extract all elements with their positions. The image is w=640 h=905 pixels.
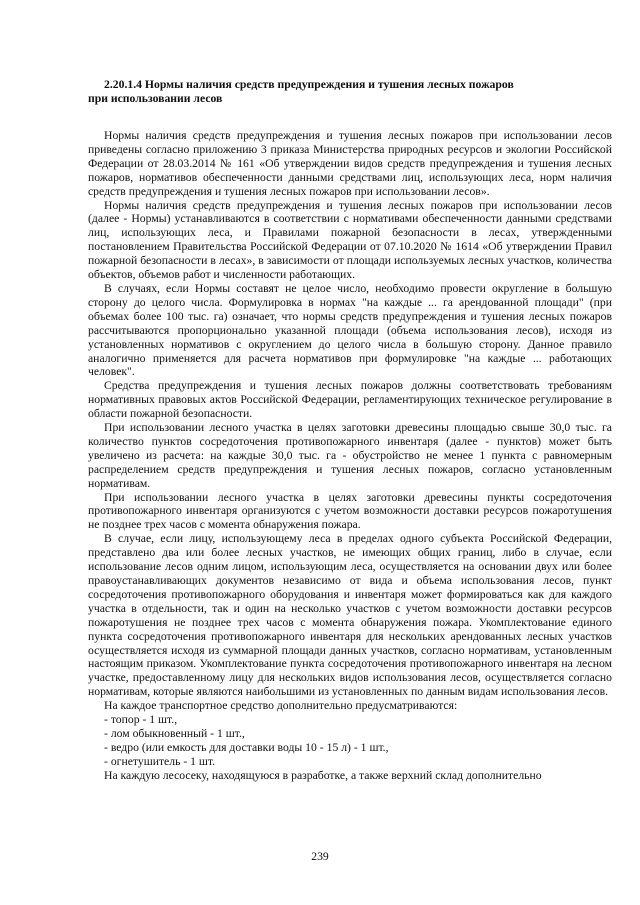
paragraph: На каждое транспортное средство дополнительно предусматриваются: xyxy=(104,699,458,713)
paragraph: При использовании лесного участка в целях заготовки древесины площадью свыше 30,0 тыс. га количество пунктов сосредоточения противопожарного инвентаря (далее - пунктов) может быть увеличено из расчета: на каждые 30,0 тыс. га - обустройство не менее 1 пункта с равномерным распределением средств предупреждения и тушения лесных пожаров, согласно установленным нормативам. xyxy=(88,421,612,490)
paragraph: В случаях, если Нормы составят не целое число, необходимо провести округление в большую сторону до целого числа. Формулировка в нормах "на каждые ... га арендованной площади" (при объемах более 100 тыс. га) означает, что нормы средств предупреждения и тушения лесных пожаров рассчитываются пропорционально указанной площади (объема использования лесов), исходя из установленных нормативов с округлением до целого числа в большую сторону. Данное правило аналогично применяется для расчета нормативов при формулировке "на каждые ... работающих человек". xyxy=(88,281,612,379)
paragraph: В случае, если лицу, использующему леса в пределах одного субъекта Российской Федерации, представлено два или более лесных участков, не имеющих общих границ, либо в случае, если использование лесов одним лицом, использующим леса, осуществляется на основании двух или более правоустанавливающих документов независимо от вида и объема использования лесов, пункт сосредоточения противопожарного оборудования и инвентаря может формироваться как для каждого участка в отдельности, так и один на несколько участков с учетом возможности доставки ресурсов пожаротушения не позднее трех часов с момента обнаружения пожара. Укомплектование единого пункта сосредоточения противопожарного инвентаря для нескольких арендованных лесных участков осуществляется исходя из суммарной площади данных участков, согласно нормативам, установленным настоящим приказом. Укомплектование пункта сосредоточения противопожарного инвентаря на лесном участке, предоставленному лицу для нескольких видов использования лесов, осуществляется согласно нормативам, которые являются наибольшими из установленных по данным видам использования лесов. xyxy=(88,532,612,699)
paragraph: Нормы наличия средств предупреждения и тушения лесных пожаров при использовании лесов (далее - Нормы) устанавливаются в соответствии с нормативами обеспеченности данными средствами лиц, использующих леса, и Правилами пожарной безопасности в лесах, утвержденными постановлением Правительства Российской Федерации от 07.10.2020 № 1614 «Об утверждении Правил пожарной безопасности в лесах», в зависимости от площади используемых лесных участков, количества объектов, объемов работ и численности работающих. xyxy=(88,198,612,282)
paragraph: При использовании лесного участка в целях заготовки древесины пункты сосредоточения противопожарного инвентаря организуются с учетом возможности доставки ресурсов пожаротушения не позднее трех часов с момента обнаружения пожара. xyxy=(88,490,612,532)
list-item: - лом обыкновенный - 1 шт., xyxy=(104,726,245,740)
heading-line-1: 2.20.1.4 Нормы наличия средств предупреждения и тушения лесных пожаров xyxy=(104,78,514,91)
list-item: - ведро (или емкость для доставки воды 10 - 15 л) - 1 шт., xyxy=(104,740,389,754)
list-item: - огнетушитель - 1 шт. xyxy=(104,754,216,768)
page-content xyxy=(88,78,612,783)
paragraph: На каждую лесосеку, находящуюся в разработке, а также верхний склад дополнительно xyxy=(104,768,542,782)
paragraph: Средства предупреждения и тушения лесных пожаров должны соответствовать требованиям нормативных правовых актов Российской Федерации, регламентирующих техническое регулирование в области пожарной безопасности. xyxy=(88,379,612,421)
page-number: 239 xyxy=(311,850,329,863)
list-item: - топор - 1 шт., xyxy=(104,713,178,727)
paragraph: Нормы наличия средств предупреждения и тушения лесных пожаров при использовании лесов приведены согласно приложению 3 приказа Министерства природных ресурсов и экологии Российской Федерации от 28.03.2014 № 161 «Об утверждении видов средств предупреждения и тушения лесных пожаров, нормативов обеспеченности данными средствами лиц, использующих леса, норм наличия средств предупреждения и тушения лесных пожаров при использовании лесов». xyxy=(88,129,612,198)
heading-line-2: при использовании лесов xyxy=(88,92,223,105)
section-heading xyxy=(88,78,612,106)
